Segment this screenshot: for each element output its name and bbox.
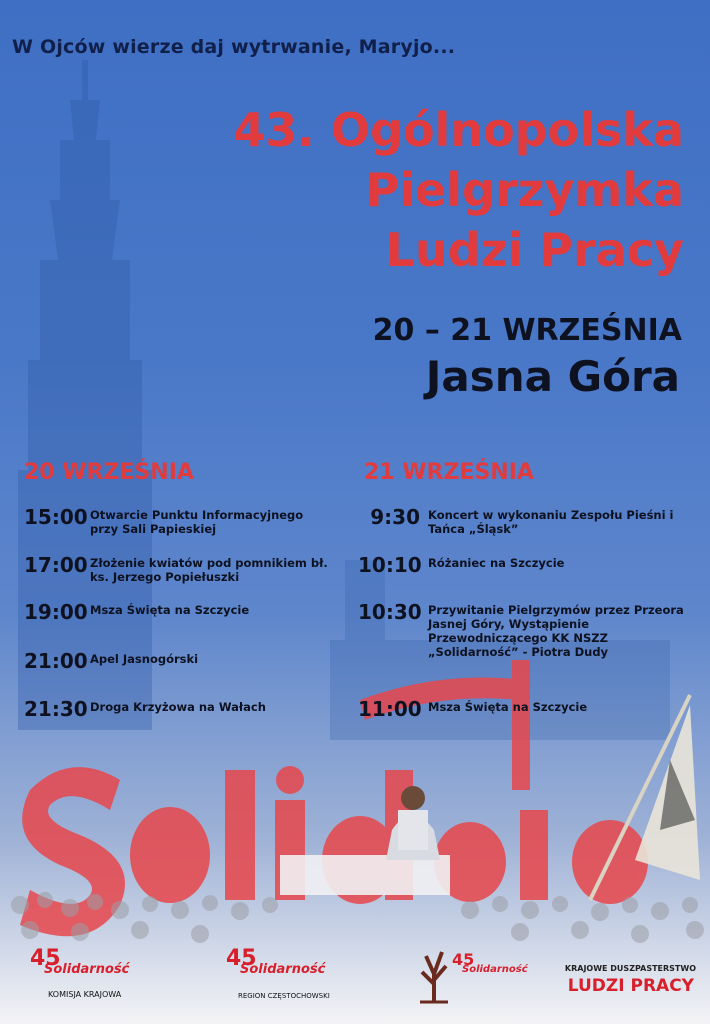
schedule-item: [24, 505, 330, 536]
event-description: Różaniec na Szczycie: [428, 556, 565, 570]
tower-silhouette: [18, 60, 152, 730]
schedule-item: [358, 505, 688, 536]
event-description: Przywitanie Pielgrzymów przez Przeora Jasnej Góry, Wystąpienie Przewodniczącego KK NSZZ „Solidarność” - Piotra Dudy: [428, 603, 684, 659]
date-range: 20 – 21 WRZEŚNIA: [372, 313, 682, 348]
event-description: Koncert w wykonaniu Zespołu Pieśni i Tańca „Śląsk”: [428, 508, 674, 536]
schedule-item: [24, 697, 330, 721]
logo-caption: KOMISJA KRAJOWA: [48, 990, 122, 999]
logo-wordmark: Solidarność: [44, 962, 130, 977]
event-description: Msza Święta na Szczycie: [428, 700, 588, 714]
logo-wordmark: Solidarność: [240, 962, 326, 977]
schedule-item: [358, 697, 688, 721]
event-time: 17:00: [24, 553, 88, 577]
venue-name: Jasna Góra: [425, 352, 680, 401]
title-line-1: 43. Ogólnopolska: [233, 103, 684, 157]
schedule-item: [358, 553, 688, 577]
schedule-item: [24, 600, 330, 624]
logo-caption: KRAJOWE DUSZPASTERSTWO: [564, 964, 696, 973]
title-line-3: Ludzi Pracy: [385, 223, 684, 277]
logo-anniversary-number: 45: [452, 950, 475, 969]
day2-heading: 21 WRZEŚNIA: [364, 460, 534, 485]
sponsor-logos: [0, 940, 710, 1024]
schedule-item: [24, 553, 330, 584]
event-time: 9:30: [370, 505, 420, 529]
event-time: 15:00: [24, 505, 88, 529]
event-time: 11:00: [358, 697, 422, 721]
event-description: Droga Krzyżowa na Wałach: [90, 700, 266, 714]
event-title: [233, 100, 684, 280]
event-time: 10:30: [358, 600, 422, 624]
event-time: 21:30: [24, 697, 88, 721]
logo-wordmark: Solidarność: [462, 964, 528, 975]
day1-heading: 20 WRZEŚNIA: [24, 460, 194, 485]
schedule-item: [24, 649, 330, 673]
logo-anniversary-number: 45: [226, 946, 257, 971]
schedule-item: [358, 600, 688, 659]
title-line-2: Pielgrzymka: [365, 163, 684, 217]
logo-caption: REGION CZĘSTOCHOWSKI: [238, 992, 330, 1000]
event-description: Apel Jasnogórski: [90, 652, 199, 666]
logo-anniversary-number: 45: [30, 946, 61, 971]
tree-icon: [414, 944, 454, 1004]
event-description: Msza Święta na Szczycie: [90, 603, 250, 617]
event-description: Złożenie kwiatów pod pomnikiem bł. ks. Jerzego Popiełuszki: [90, 556, 328, 584]
motto-text: W Ojców wierze daj wytrwanie, Maryjo...: [12, 36, 456, 58]
event-description: Otwarcie Punktu Informacyjnego przy Sali Papieskiej: [90, 508, 304, 536]
event-time: 21:00: [24, 649, 88, 673]
event-time: 10:10: [358, 553, 422, 577]
logo-title: LUDZI PRACY: [567, 976, 694, 996]
event-time: 19:00: [24, 600, 88, 624]
